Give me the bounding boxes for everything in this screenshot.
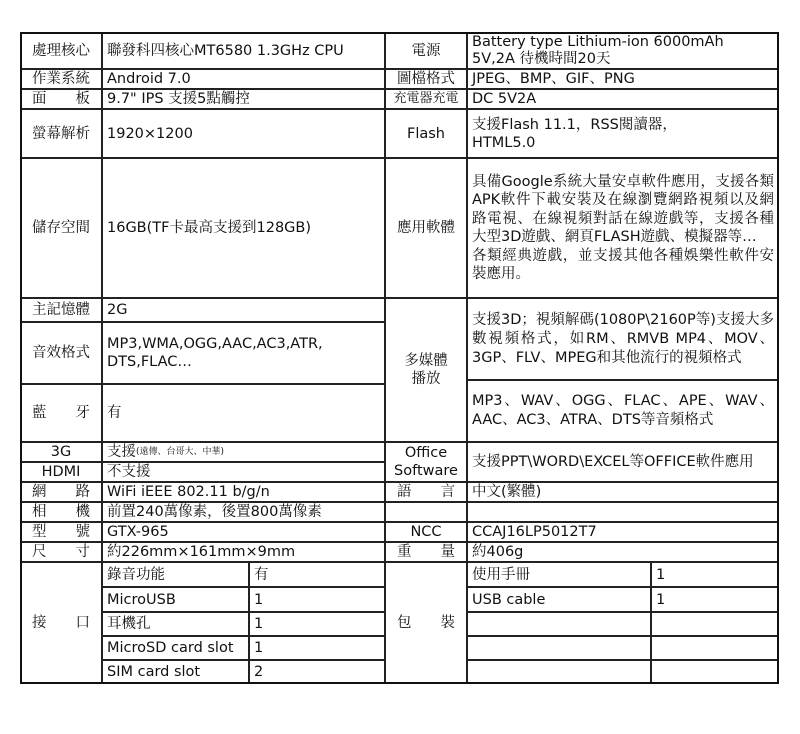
cpu-value: 聯發科四核心MT6580 1.3GHz CPU: [102, 32, 385, 69]
3g-support: 支援: [107, 444, 136, 460]
cpu-label: 處理核心: [20, 32, 102, 69]
flash-value: 支援Flash 11.1，RSS閱讀器， HTML5.0: [467, 109, 779, 158]
image-format-value: JPEG、BMP、GIF、PNG: [467, 69, 779, 89]
port-name: 錄音功能: [102, 562, 249, 587]
port-name: 耳機孔: [102, 612, 249, 636]
office-label: Office Software: [385, 442, 467, 482]
apps-label: 應用軟體: [385, 158, 467, 298]
3g-carriers: (遠傳、台哥大、中華): [136, 447, 225, 457]
empty-cell: [467, 502, 779, 522]
os-value: Android 7.0: [102, 69, 385, 89]
port-value: 1: [249, 636, 385, 660]
package-item-name: [467, 660, 651, 684]
port-name: MicroSD card slot: [102, 636, 249, 660]
resolution-label: 螢幕解析: [20, 109, 102, 158]
package-item-qty: [651, 636, 779, 660]
network-value: WiFi iEEE 802.11 b/g/n: [102, 482, 385, 502]
port-name: SIM card slot: [102, 660, 249, 684]
empty-cell: [385, 502, 467, 522]
model-value: GTX-965: [102, 522, 385, 542]
ports-label: 接 口: [20, 562, 102, 684]
storage-label: 儲存空間: [20, 158, 102, 298]
ncc-label: NCC: [385, 522, 467, 542]
package-item-name: 使用手冊: [467, 562, 651, 587]
package-item-qty: [651, 660, 779, 684]
package-item-qty: 1: [651, 587, 779, 612]
package-item-name: [467, 612, 651, 636]
port-value: 有: [249, 562, 385, 587]
network-label: 網 路: [20, 482, 102, 502]
port-value: 1: [249, 587, 385, 612]
panel-label: 面 板: [20, 89, 102, 109]
spec-table: [20, 32, 779, 684]
camera-label: 相 機: [20, 502, 102, 522]
3g-value: [102, 442, 385, 462]
package-item-qty: 1: [651, 562, 779, 587]
size-label: 尺 寸: [20, 542, 102, 562]
package-item-name: USB cable: [467, 587, 651, 612]
charger-label: 充電器充電: [385, 89, 467, 109]
size-value: 約226mm×161mm×9mm: [102, 542, 385, 562]
flash-label: Flash: [385, 109, 467, 158]
charger-value: DC 5V2A: [467, 89, 779, 109]
power-value: Battery type Lithium-ion 6000mAh 5V,2A 待機時間20天: [467, 32, 779, 69]
bluetooth-value: 有: [102, 384, 385, 442]
resolution-value: 1920×1200: [102, 109, 385, 158]
camera-value: 前置240萬像素，後置800萬像素: [102, 502, 385, 522]
power-label: 電源: [385, 32, 467, 69]
3g-label: 3G: [20, 442, 102, 462]
audio-value: MP3,WMA,OGG,AAC,AC3,ATR, DTS,FLAC…: [102, 322, 385, 384]
hdmi-value: 不支援: [102, 462, 385, 482]
media-video-value: 支援3D；視頻解碼(1080P\2160P等)支援大多數視頻格式，如RM、RMVB MP4、MOV、3GP、FLV、MPEG和其他流行的視頻格式: [467, 298, 779, 380]
package-item-name: [467, 636, 651, 660]
model-label: 型 號: [20, 522, 102, 542]
hdmi-label: HDMI: [20, 462, 102, 482]
os-label: 作業系統: [20, 69, 102, 89]
apps-value: 具備Google系統大量安卓軟件應用，支援各類APK軟件下載安裝及在線瀏覽網路視頻以及網路電視、在線視頻對話在線遊戲等，支援各種大型3D遊戲、網頁FLASH遊戲、模擬器等… 各類經典遊戲，並支援其他各種娛樂性軟件安裝應用。: [467, 158, 779, 298]
bluetooth-label: 藍 牙: [20, 384, 102, 442]
package-item-qty: [651, 612, 779, 636]
port-name: MicroUSB: [102, 587, 249, 612]
office-value: 支援PPT\WORD\EXCEL等OFFICE軟件應用: [467, 442, 779, 482]
panel-value: 9.7" IPS 支援5點觸控: [102, 89, 385, 109]
media-audio-value: MP3、WAV、OGG、FLAC、APE、WAV、AAC、AC3、ATRA、DTS等音頻格式: [467, 380, 779, 442]
weight-label: 重 量: [385, 542, 467, 562]
storage-value: 16GB(TF卡最高支援到128GB): [102, 158, 385, 298]
image-format-label: 圖檔格式: [385, 69, 467, 89]
ncc-value: CCAJ16LP5012T7: [467, 522, 779, 542]
weight-value: 約406g: [467, 542, 779, 562]
ram-value: 2G: [102, 298, 385, 322]
port-value: 1: [249, 612, 385, 636]
port-value: 2: [249, 660, 385, 684]
audio-label: 音效格式: [20, 322, 102, 384]
ram-label: 主記憶體: [20, 298, 102, 322]
package-label: 包 裝: [385, 562, 467, 684]
media-label: 多媒體 播放: [385, 298, 467, 442]
language-value: 中文(繁體): [467, 482, 779, 502]
language-label: 語 言: [385, 482, 467, 502]
